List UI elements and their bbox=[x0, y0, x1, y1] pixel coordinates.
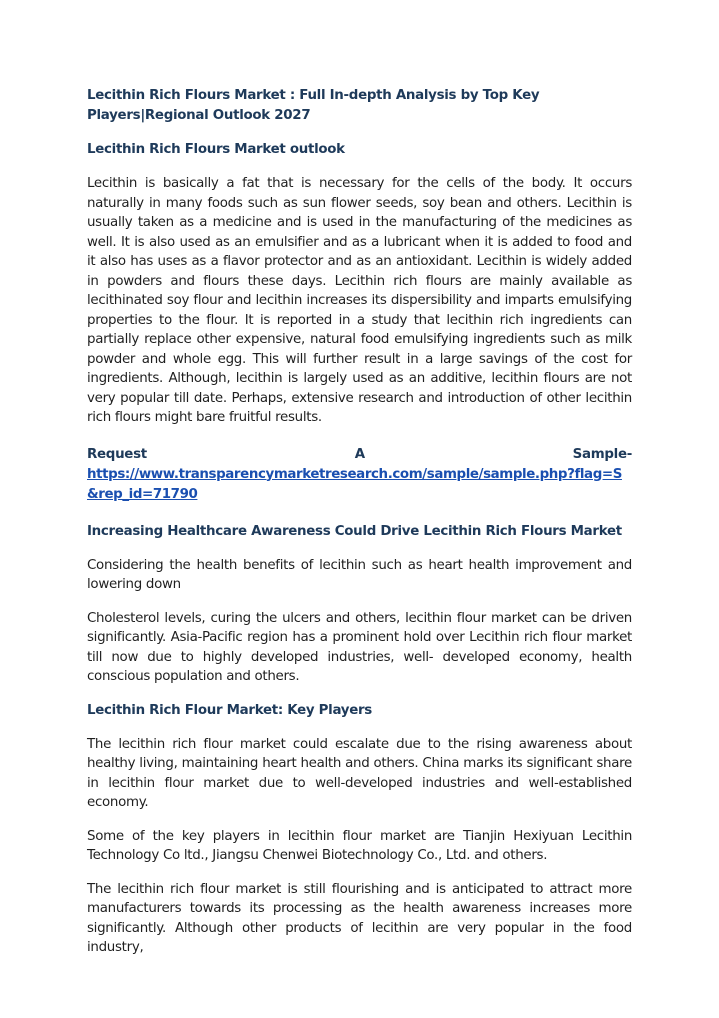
request-sample-label bbox=[87, 445, 632, 465]
request-word: Sample- bbox=[572, 446, 632, 462]
paragraph-health-benefits: Considering the health benefits of lecithin such as heart health improvement and lowering down bbox=[87, 557, 632, 592]
section-heading-key-players: Lecithin Rich Flour Market: Key Players bbox=[87, 702, 372, 718]
paragraph-awareness: The lecithin rich flour market could escalate due to the rising awareness about healthy living, maintaining heart health and others. China marks its significant share in lecithin flour market due to well-developed industries and well-established economy. bbox=[87, 736, 632, 810]
request-word: A bbox=[354, 446, 365, 462]
request-sample-block bbox=[87, 445, 632, 505]
section-heading-outlook: Lecithin Rich Flours Market outlook bbox=[87, 142, 345, 157]
paragraph-cholesterol: Cholesterol levels, curing the ulcers and others, lecithin flour market can be driven significantly. Asia-Pacific region has a prominent hold over Lecithin rich flour market till now due to highly developed industries, well- developed economy, health conscious population and others. bbox=[87, 610, 632, 684]
paragraph-flourishing: The lecithin rich flour market is still flourishing and is anticipated to attract more manufacturers towards its processing as the health awareness increases more significantly. Although other products of lecithin are very popular in the food industry, bbox=[87, 881, 632, 955]
document-title: Lecithin Rich Flours Market : Full In-depth Analysis by Top Key Players|Regional Outlook 2027 bbox=[87, 88, 540, 123]
sample-request-link[interactable]: https://www.transparencymarketresearch.com/sample/sample.php?flag=S&rep_id=71790 bbox=[87, 466, 622, 502]
request-word: Request bbox=[87, 446, 147, 462]
section-heading-healthcare: Increasing Healthcare Awareness Could Drive Lecithin Rich Flours Market bbox=[87, 523, 622, 539]
paragraph-outlook: Lecithin is basically a fat that is necessary for the cells of the body. It occurs naturally in many foods such as sun flower seeds, soy bean and others. Lecithin is usually taken as a medicine and is used in the manufacturing of the medicines as well. It is also used as an emulsifier and as a lubricant when it is added to food and it also has uses as a flavor protector and as an antioxidant. Lecithin is widely added in powders and flours these days. Lecithin rich flours are mainly available as lecithinated soy flour and lecithin increases its dispersibility and imparts emulsifying properties to the flour. It is reported in a study that lecithin rich ingredients can partially replace other expensive, natural food emulsifying ingredients such as milk powder and whole egg. This will further result in a large savings of the cost for ingredients. Although, lecithin is largely used as an additive, lecithin flours are not very popular till date. Perhaps, extensive research and introduction of other lecithin rich flours might bare fruitful results. bbox=[87, 176, 632, 425]
paragraph-key-players: Some of the key players in lecithin flour market are Tianjin Hexiyuan Lecithin Technology Co ltd., Jiangsu Chenwei Biotechnology Co., Ltd. and others. bbox=[87, 828, 632, 863]
